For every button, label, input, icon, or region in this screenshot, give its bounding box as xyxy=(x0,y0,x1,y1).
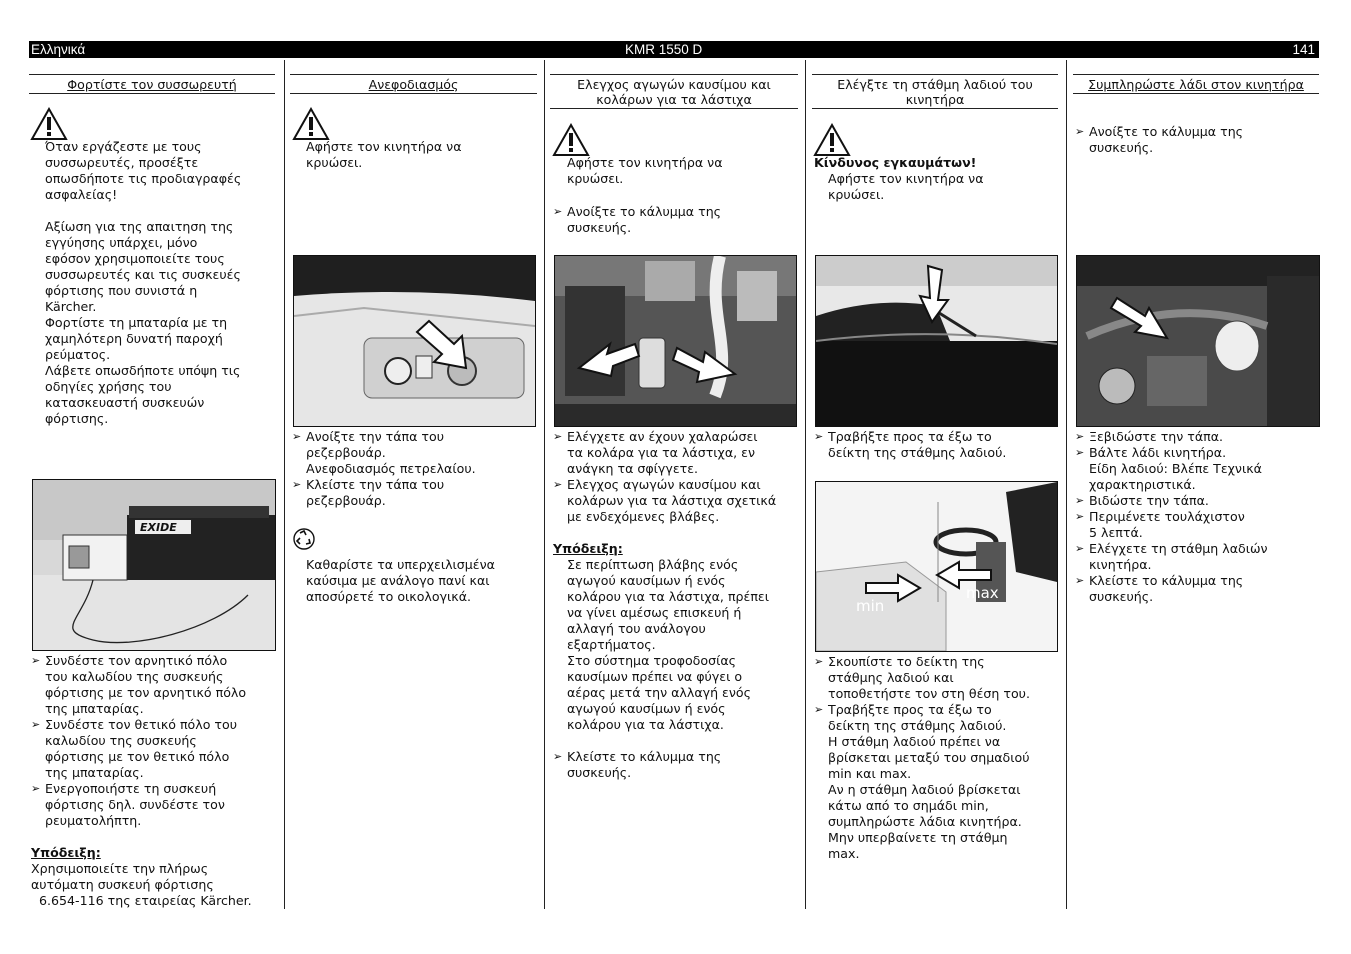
section-oil-level xyxy=(812,74,1058,109)
column-divider xyxy=(284,60,285,909)
warning-text: Αφήστε τον κινητήρα να κρυώσει. xyxy=(306,139,462,170)
column-divider xyxy=(805,60,806,909)
refuel-steps xyxy=(292,429,542,509)
list-item: ➢ Ξεβιδώστε την τάπα. xyxy=(1075,429,1325,445)
section-title: Φορτίστε τον συσσωρευτή xyxy=(29,74,275,94)
section-title: Ελεγχος αγωγών καυσίμου και κολάρων για τα λάστιχα xyxy=(550,74,798,109)
open-cover-step xyxy=(553,204,721,236)
section-title: Ανεφοδιασμός xyxy=(290,74,537,94)
oil-level-check-photo xyxy=(815,481,1058,652)
battery-note: Υπόδειξη: Χρησιμοποιείτε την πλήρως αυτόματη συσκευή φόρτισης 6.654-116 της εταιρείας Kärcher. xyxy=(31,845,252,908)
list-item: ➢ Τραβήξτε προς τα έξω το δείκτη της στάθμης λαδιού. Η στάθμη λαδιού πρέπει να βρίσκεται μεταξύ του σημαδιού min και max. Αν η στάθμη λαδιού βρίσκεται κάτω από το σημάδι min, συμπληρώστε λάδια κινητήρα. Μην υπερβαίνετε τη στάθμη max. xyxy=(814,702,1064,862)
page-header xyxy=(29,41,1319,58)
warning-text: Αφήστε τον κινητήρα να κρυώσει. xyxy=(567,155,723,186)
list-item: ➢ Ενεργοποιήστε τη συσκευή φόρτισης δηλ. συνδέστε τον ρευματολήπτη. xyxy=(31,781,281,829)
warning-triangle-icon xyxy=(813,123,851,157)
battery-paragraph: Αξίωση για της απαιτηση της εγγύησης υπάρχει, μόνο εφόσον χρησιμοποιείτε τους συσσωρευτές και τις συσκευές φόρτισης που συνιστά η Kärcher. Φορτίστε τη μπαταρία με τη χαμηλότερη δυνατή παροχή ρεύματος. Λάβετε οπωσδήποτε υπόψη τις οδηγίες χρήσης του κατασκευαστή συσκευών φόρτισης. xyxy=(45,219,241,426)
fuel-line-note: Υπόδειξη: Σε περίπτωση βλάβης ενός αγωγού καυσίμων ή ενός κολάρου για τα λάστιχα, πρέπει να γίνει αμέσως επισκευή ή αλλαγή του ανάλογου εξαρτήματος. Στο σύστημα τροφοδοσίας καυσίμων πρέπει να φύγει ο αέρας μετά την αλλαγή ενός αγωγού καυσίμων ή ενός κολάρου για τα λάστιχα. xyxy=(553,541,769,732)
list-item: ➢ Βάλτε λάδι κινητήρα. Είδη λαδιού: Βλέπε Τεχνικά χαρακτηριστικά. xyxy=(1075,445,1325,493)
list-item: ➢ Κλείστε το κάλυμμα της συσκευής. xyxy=(553,749,721,781)
fuel-filter-photo xyxy=(554,255,797,427)
list-item: ➢ Βιδώστε την τάπα. xyxy=(1075,493,1325,509)
list-item: ➢ Κλείστε το κάλυμμα της συσκευής. xyxy=(1075,573,1325,605)
list-item: ➢ Ελεγχος αγωγών καυσίμου και κολάρων για τα λάστιχα σχετικά με ενδεχόμενες βλάβες. xyxy=(553,477,803,525)
list-item: ➢ Συνδέστε τον θετικό πόλο του καλωδίου της συσκευής φόρτισης με τον θετικό πόλο της μπαταρίας. xyxy=(31,717,281,781)
section-fuel-lines xyxy=(550,74,798,109)
list-item: ➢ Ελέγχετε αν έχουν χαλαρώσει τα κολάρα για τα λάστιχα, εν ανάγκη τα σφίγγετε. xyxy=(553,429,803,477)
column-divider xyxy=(1066,60,1067,909)
list-item: ➢ Περιμένετε τουλάχιστον 5 λεπτά. xyxy=(1075,509,1325,541)
list-item: ➢ Ανοίξτε την τάπα του ρεζερβουάρ. Ανεφοδιασμός πετρελαίου. xyxy=(292,429,542,477)
list-item: ➢ Σκουπίστε το δείκτη της στάθμης λαδιού και τοποθετήστε τον στη θέση του. xyxy=(814,654,1064,702)
close-cover-step xyxy=(553,749,721,781)
fuel-tank-photo xyxy=(293,255,536,427)
battery-charger-photo xyxy=(32,479,276,651)
fill-oil-steps xyxy=(1075,429,1325,605)
danger-label: Κίνδυνος εγκαυμάτων! xyxy=(814,155,977,170)
dipstick-photo xyxy=(815,255,1058,427)
min-label: min xyxy=(856,597,885,615)
column-divider xyxy=(544,60,545,909)
header-page-number: 141 xyxy=(1292,42,1315,57)
section-battery xyxy=(29,74,275,94)
header-language: Ελληνικά xyxy=(31,42,86,57)
warning-triangle-icon xyxy=(552,123,590,157)
section-fill-oil xyxy=(1073,74,1319,94)
environment-text: Καθαρίστε τα υπερχειλισμένα καύσιμα με ανάλογο πανί και αποσύρετέ το οικολογικά. xyxy=(306,557,495,604)
engine-oil-cap-photo xyxy=(1076,255,1320,427)
section-title: Συμπληρώστε λάδι στον κινητήρα xyxy=(1073,74,1319,94)
warning-triangle-icon xyxy=(30,107,68,141)
battery-steps xyxy=(31,653,281,829)
max-label: max xyxy=(966,584,999,602)
list-item: ➢ Ελέγχετε τη στάθμη λαδιών κινητήρα. xyxy=(1075,541,1325,573)
list-item: ➢ Τραβήξτε προς τα έξω το δείκτη της στάθμης λαδιού. xyxy=(814,429,1006,461)
list-item: ➢ Ανοίξτε το κάλυμμα της συσκευής. xyxy=(1075,124,1243,156)
section-refuel xyxy=(290,74,537,94)
list-item: ➢ Ανοίξτε το κάλυμμα της συσκευής. xyxy=(553,204,721,236)
list-item: ➢ Κλείστε την τάπα του ρεζερβουάρ. xyxy=(292,477,542,509)
pull-dipstick-step xyxy=(814,429,1006,461)
header-model: KMR 1550 D xyxy=(625,42,703,57)
list-item: ➢ Συνδέστε τον αρνητικό πόλο του καλωδίου της συσκευής φόρτισης με τον αρνητικό πόλο της μπαταρίας. xyxy=(31,653,281,717)
oil-level-steps xyxy=(814,654,1064,862)
fuel-line-steps xyxy=(553,429,803,525)
warning-triangle-icon xyxy=(292,107,330,141)
open-cover-step xyxy=(1075,124,1243,156)
warning-text: Κίνδυνος εγκαυμάτων! Αφήστε τον κινητήρα να κρυώσει. xyxy=(814,155,984,202)
svg-text:EXIDE: EXIDE xyxy=(140,521,177,534)
recycle-environment-icon xyxy=(292,527,316,551)
section-title: Ελέγξτε τη στάθμη λαδιού του κινητήρα xyxy=(812,74,1058,109)
warning-text: Όταν εργάζεστε με τους συσσωρευτές, προσέξτε οπωσδήποτε τις προδιαγραφές ασφαλείας! xyxy=(45,139,242,202)
